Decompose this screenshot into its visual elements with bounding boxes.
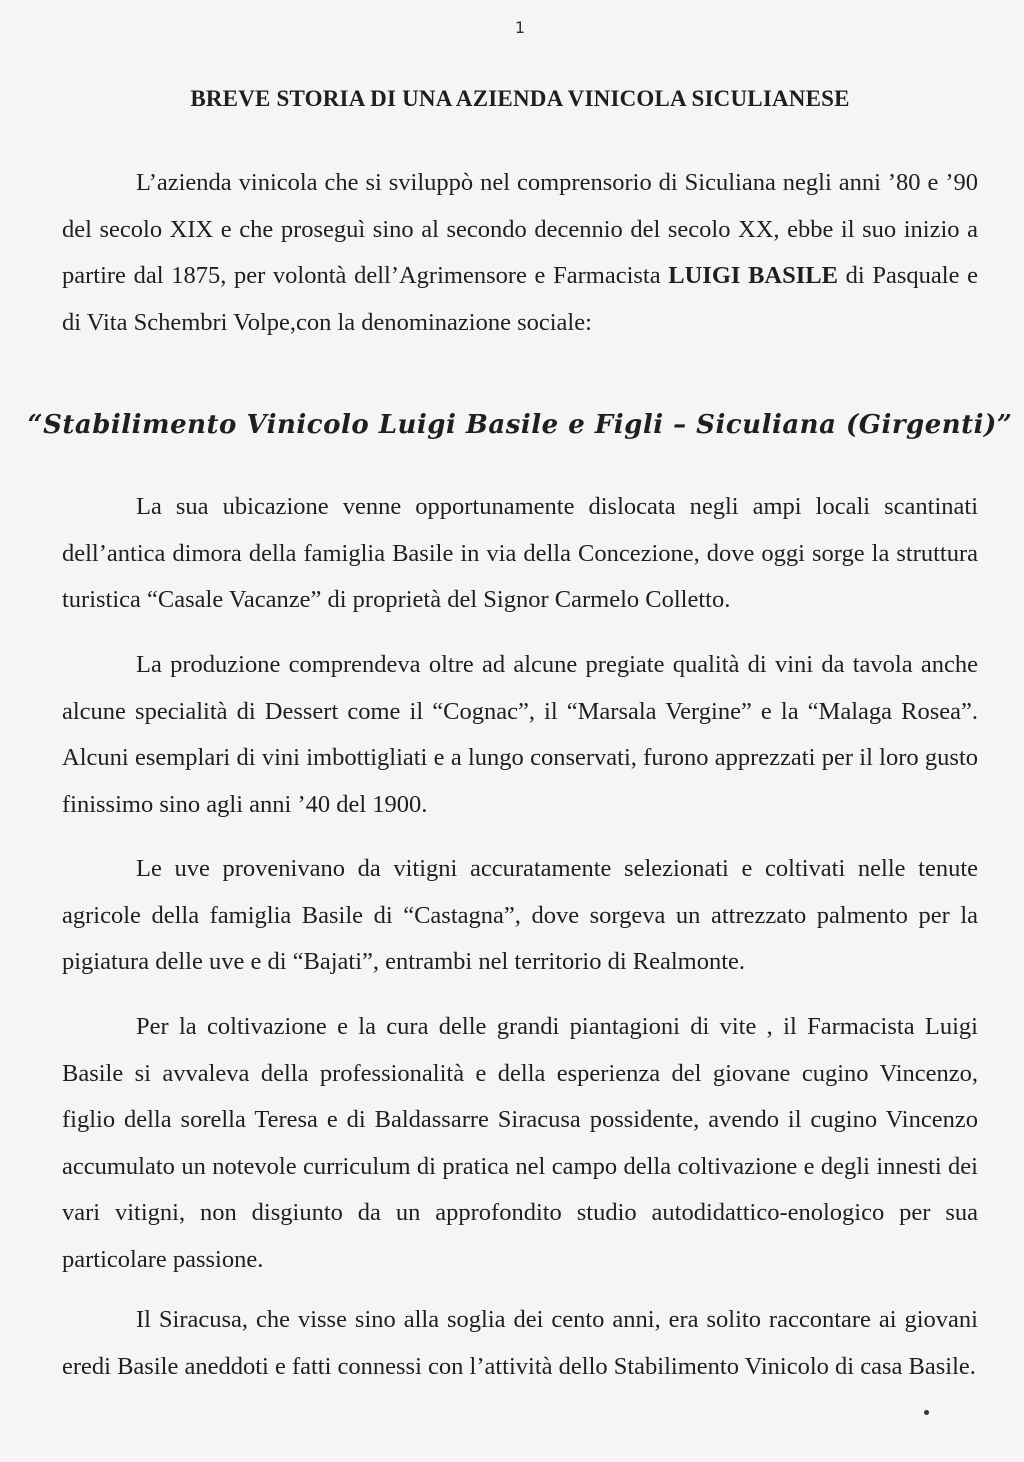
paragraph-intro-text-2: di Pasquale e di Vita Schembri Volpe,con la denominazione sociale: [62,262,979,336]
paragraph-cultivation [62,1004,978,1283]
paragraph-siracusa [62,1297,978,1390]
paragraph-grapes [62,846,978,986]
page-number: 1 [514,18,526,37]
paragraph-intro [62,160,978,346]
paragraph-intro-text-1: L’azienda vinicola che si sviluppò nel comprensorio di Siculiana negli anni ’80 e ’90 del secolo XIX e che proseguì sino al secondo decennio del secolo XX, ebbe il suo inizio a partire dal 1875, per volontà dell’Agrimensore e Farmacista [62,169,978,289]
paragraph-location [62,484,978,624]
paragraph-production-text: La produzione comprendeva oltre ad alcune pregiate qualità di vini da tavola anche alcune specialità di Dessert come il “Cognac”, il “Marsala Vergine” e la “Malaga Rosea”. Alcuni esemplari di vini imbottigliati e a lungo conservati, furono apprezzati per il loro gusto finissimo sino agli anni ’40 del 1900. [62,651,978,818]
ink-dot [924,1410,929,1415]
paragraph-cultivation-text: Per la coltivazione e la cura delle grandi piantagioni di vite , il Farmacista Luigi Basile si avvaleva della professionalità e della esperienza del giovane cugino Vincenzo, figlio della sorella Teresa e di Baldassarre Siracusa possidente, avendo il cugino Vincenzo accumulato un notevole curriculum di pratica nel campo della coltivazione e degli innesti dei vari vitigni, non disgiunto da un approfondito studio autodidattico-enologico per sua particolare passione. [62,1013,978,1273]
company-name: “Stabilimento Vinicolo Luigi Basile e Figli – Siculiana (Girgenti)” [27,410,1013,440]
paragraph-grapes-text: Le uve provenivano da vitigni accuratamente selezionati e coltivati nelle tenute agricole della famiglia Basile di “Castagna”, dove sorgeva un attrezzato palmento per la pigiatura delle uve e di “Bajati”, entrambi nel territorio di Realmonte. [62,855,978,975]
founder-name: LUIGI BASILE [668,262,838,289]
paragraph-location-text: La sua ubicazione venne opportunamente dislocata negli ampi locali scantinati dell’antica dimora della famiglia Basile in via della Concezione, dove oggi sorge la struttura turistica “Casale Vacanze” di proprietà del Signor Carmelo Colletto. [62,493,978,613]
paragraph-siracusa-text: Il Siracusa, che visse sino alla soglia dei cento anni, era solito raccontare ai giovani eredi Basile aneddoti e fatti connessi con l’attività dello Stabilimento Vinicolo di casa Basile. [62,1306,978,1380]
document-title: BREVE STORIA DI UNA AZIENDA VINICOLA SICULIANESE [190,86,850,111]
paragraph-production [62,642,978,828]
